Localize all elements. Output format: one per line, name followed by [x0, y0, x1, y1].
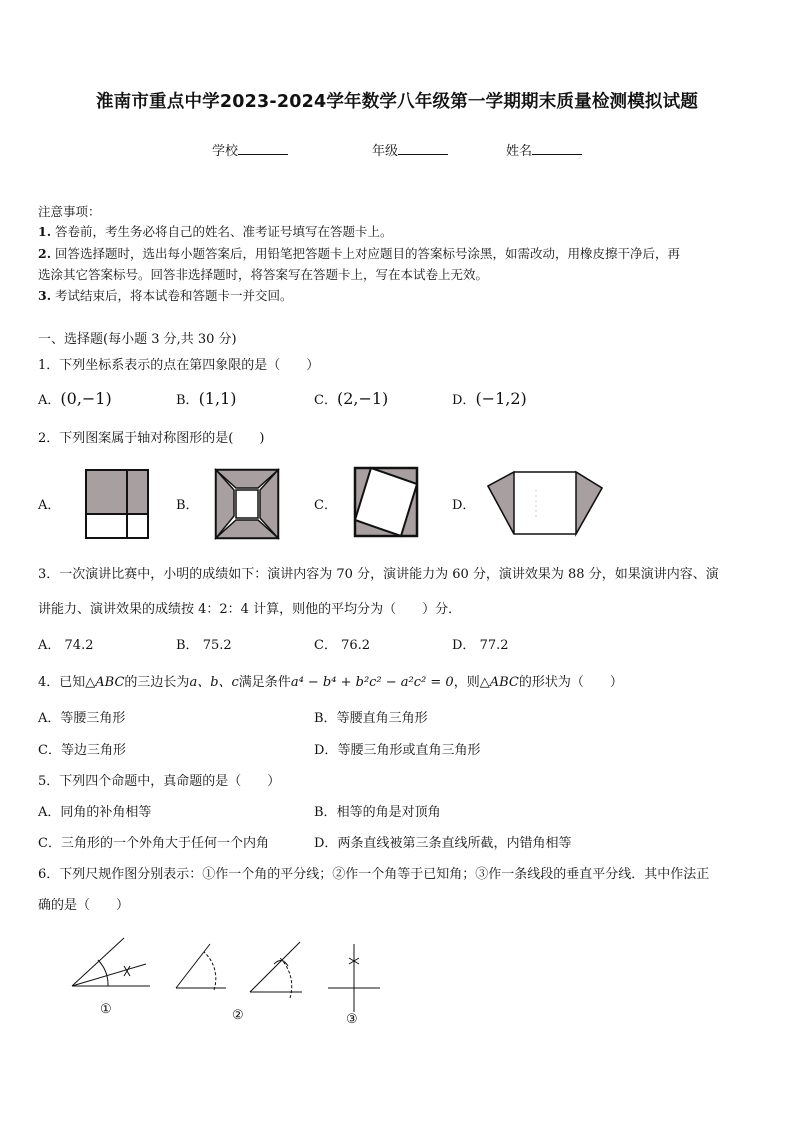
note-item: [38, 265, 488, 283]
q1-option-d: [452, 389, 527, 408]
q4-text-3: ，则: [453, 675, 480, 690]
q2-figure-d: [484, 470, 606, 540]
note-item: [38, 244, 680, 262]
q4-text-2: 满足条件: [238, 675, 291, 690]
note-item: [38, 286, 293, 304]
q1-option-a: [38, 389, 112, 408]
option-value: 等边三角形: [60, 743, 126, 758]
q2-option-a-label: A．: [38, 498, 61, 513]
q3-option-b: [176, 634, 232, 653]
q3-option-d: [452, 634, 509, 653]
q2-figure-c: [353, 466, 419, 538]
q4-option-b: [314, 707, 428, 726]
grade-blank: [398, 142, 448, 155]
fig2-upper-ray: [176, 944, 210, 988]
q4-suffix: 的形状为（ ）: [518, 675, 623, 690]
option-value: 相等的角是对顶角: [336, 805, 441, 820]
option-value: 两条直线被第三条直线所截，内错角相等: [337, 836, 572, 851]
school-field: [212, 140, 288, 159]
option-value: (−1,2): [475, 389, 527, 408]
option-label: C．: [314, 638, 337, 653]
q4-option-a: [38, 707, 125, 726]
fig3-upper-ray: [250, 942, 300, 992]
option-label: A．: [38, 393, 61, 408]
name-label: 姓名: [506, 144, 533, 159]
note-text: 答卷前，考生务必将自己的姓名、准考证号填写在答题卡上。: [55, 224, 393, 239]
option-label: C．: [314, 393, 337, 408]
option-label: B．: [176, 393, 199, 408]
option-value: 75.2: [202, 638, 232, 653]
option-label: A．: [38, 711, 61, 726]
option-value: 等腰三角形: [60, 711, 126, 726]
figure-d-right-piece: [576, 472, 602, 534]
figure-d-left-piece: [488, 472, 514, 534]
q4-triangle: △ABC: [85, 675, 125, 690]
q6-figure-4: [326, 940, 386, 1016]
q6-figure-2: [170, 938, 250, 996]
fig1-cross-mark: [124, 966, 130, 976]
question-3-line-2: 讲能力、演讲效果的成绩按 4：2：4 计算，则他的平均分为（ ）分．: [38, 602, 462, 617]
option-label: B．: [314, 805, 337, 820]
q4-prefix: 4．已知: [38, 675, 86, 690]
q5-option-d: [314, 832, 571, 851]
q2-option-d-label: D．: [452, 498, 476, 513]
note-item: [38, 222, 393, 240]
q4-variables: a、b、c: [189, 675, 239, 690]
q5-option-c: [38, 832, 269, 851]
option-value: 等腰直角三角形: [336, 711, 428, 726]
note-text: 选涂其它答案标号。回答非选择题时，将答案写在答题卡上，写在本试卷上无效。: [38, 267, 489, 282]
q6-figure-3: [244, 936, 324, 1002]
option-value: (0,−1): [60, 389, 112, 408]
option-label: B．: [176, 638, 199, 653]
question-6-line-2: 确的是（ ）: [38, 898, 130, 913]
option-label: D．: [314, 836, 338, 851]
note-number: 3.: [38, 288, 52, 303]
option-value: 74.2: [64, 638, 94, 653]
option-label: A．: [38, 638, 61, 653]
figure-b-center: [236, 490, 258, 518]
question-3-line-1: 3．一次演讲比赛中，小明的成绩如下：演讲内容为 70 分，演讲能力为 60 分，演讲效果为 88 分，如果演讲内容、演: [38, 567, 719, 582]
option-value: 同角的补角相等: [60, 805, 152, 820]
name-blank: [532, 142, 582, 155]
q2-figure-a: [84, 468, 150, 540]
q6-figure-1-label: ①: [100, 1002, 112, 1017]
option-label: C．: [38, 743, 61, 758]
note-text: 考试结束后，将本试卷和答题卡一并交回。: [55, 288, 293, 303]
q2-figure-b: [214, 468, 280, 540]
q2-option-b-label: B．: [176, 498, 199, 513]
question-5-stem: 5．下列四个命题中，真命题的是（ ）: [38, 774, 281, 789]
note-number: 1.: [38, 224, 52, 239]
q4-text-1: 的三边长为: [124, 675, 190, 690]
option-value: 77.2: [479, 638, 509, 653]
question-2-stem: 2．下列图案属于轴对称图形的是( ): [38, 431, 265, 446]
q6-figure-3-label: ③: [346, 1012, 358, 1027]
notes-heading: 注意事项：: [38, 204, 101, 219]
fig1-upper-ray: [72, 938, 124, 986]
q4-triangle-2: △ABC: [479, 675, 519, 690]
q5-option-b: [314, 801, 441, 820]
q1-option-c: [314, 389, 388, 408]
q5-option-a: [38, 801, 151, 820]
q6-figure-2-label: ②: [232, 1008, 244, 1023]
option-label: D．: [452, 638, 476, 653]
page-title: 淮南市重点中学2023-2024学年数学八年级第一学期期末质量检测模拟试题: [95, 92, 699, 112]
fig1-arc: [98, 960, 108, 986]
question-1-stem: 1．下列坐标系表示的点在第四象限的是（ ）: [38, 358, 320, 373]
option-value: (2,−1): [336, 389, 389, 408]
option-label: D．: [452, 393, 476, 408]
school-label: 学校: [212, 144, 239, 159]
q3-option-a: [38, 634, 93, 653]
grade-field: [372, 140, 448, 159]
section-heading: 一、选择题(每小题 3 分,共 30 分): [38, 332, 237, 347]
option-label: A．: [38, 805, 61, 820]
note-number: 2.: [38, 246, 52, 261]
option-value: (1,1): [198, 389, 237, 408]
q4-option-c: [38, 739, 126, 758]
q6-figure-1: [64, 934, 154, 994]
figure-a-bottom-band: [86, 514, 148, 538]
school-blank: [238, 142, 288, 155]
question-4-stem: [38, 671, 623, 690]
q1-option-b: [176, 389, 237, 408]
option-value: 三角形的一个外角大于任何一个内角: [60, 836, 269, 851]
q4-option-d: [314, 739, 480, 758]
option-value: 76.2: [341, 638, 371, 653]
q2-option-c-label: C．: [314, 498, 337, 513]
option-label: C．: [38, 836, 61, 851]
name-field: [506, 140, 582, 159]
question-6-line-1: 6．下列尺规作图分别表示：①作一个角的平分线；②作一个角等于已知角；③作一条线段的垂直平分线．其中作法正: [38, 867, 710, 882]
q3-option-c: [314, 634, 370, 653]
q4-equation: a⁴ − b⁴ + b²c² − a²c² = 0: [290, 675, 454, 690]
fig1-bisector: [72, 964, 146, 986]
fig2-arc: [204, 952, 216, 990]
option-label: D．: [314, 743, 338, 758]
option-label: B．: [314, 711, 337, 726]
option-value: 等腰三角形或直角三角形: [337, 743, 481, 758]
note-text: 回答选择题时，选出每小题答案后，用铅笔把答题卡上对应题目的答案标号涂黑，如需改动，用橡皮擦干净后，再: [55, 246, 681, 261]
grade-label: 年级: [372, 144, 399, 159]
